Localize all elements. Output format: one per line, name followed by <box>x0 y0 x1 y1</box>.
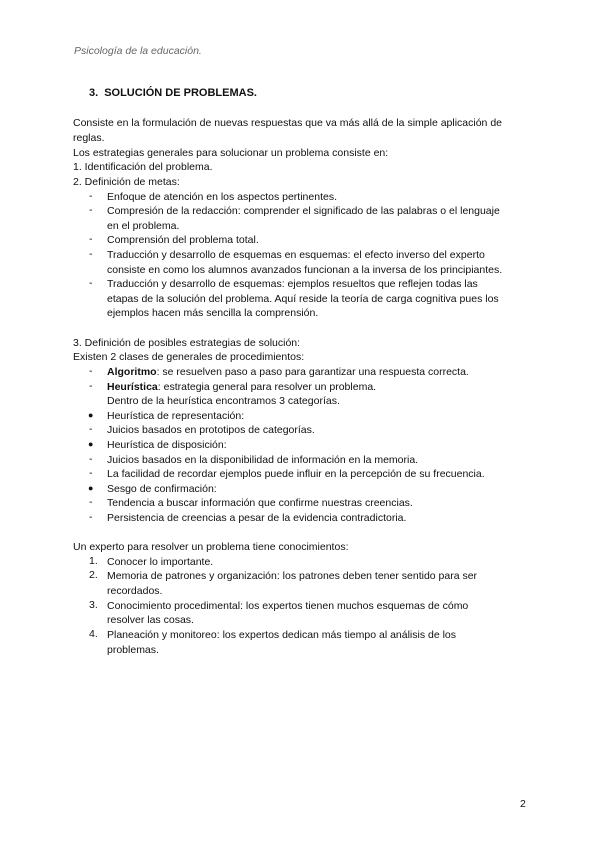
page-header: Psicología de la educación. <box>74 45 202 57</box>
intro-line-2: reglas. <box>73 132 105 144</box>
algorithm-term: Algoritmo <box>107 366 157 378</box>
goal-item-4-line-2: consiste en como los alumnos avanzados funcionan a la inversa de los principiantes. <box>107 264 503 276</box>
dash-marker: - <box>89 511 93 523</box>
expert-item-1: Conocer lo importante. <box>107 556 214 568</box>
dash-marker: - <box>89 204 93 216</box>
goal-item-4-line-1: Traducción y desarrollo de esquemas en esquemas: el efecto inverso del experto <box>107 249 485 261</box>
dash-marker: - <box>89 467 93 479</box>
goal-item-5-line-1: Traducción y desarrollo de esquemas: ejemplos resueltos que reflejen todas las <box>107 278 478 290</box>
expert-item-3-line-1: Conocimiento procedimental: los expertos tienen muchos esquemas de cómo <box>107 600 469 612</box>
dash-marker: - <box>89 496 93 508</box>
bullet-marker: ● <box>88 483 94 493</box>
dash-marker: - <box>89 423 93 435</box>
goal-item-1: Enfoque de atención en los aspectos pertinentes. <box>107 191 337 203</box>
expert-num-3: 3. <box>89 599 98 611</box>
dash-marker: - <box>89 277 93 289</box>
goal-item-2-line-2: en el problema. <box>107 220 180 232</box>
heuristic-text: : estrategia general para resolver un problema. <box>157 381 377 393</box>
dash-marker: - <box>89 248 93 260</box>
algorithm-item <box>107 365 469 380</box>
goal-item-2-line-1: Compresión de la redacción: comprender el significado de las palabras o el lenguaje <box>107 205 500 217</box>
step-3: 3. Definición de posibles estrategias de solución: <box>73 337 301 349</box>
goal-item-3: Comprensión del problema total. <box>107 234 259 246</box>
heuristic-sub: Dentro de la heurística encontramos 3 categorías. <box>107 395 340 407</box>
expert-intro: Un experto para resolver un problema tiene conocimientos: <box>73 541 349 553</box>
category-item-7: Tendencia a buscar información que confirme nuestras creencias. <box>107 497 413 509</box>
heuristic-term: Heurística <box>107 381 158 393</box>
goal-item-5-line-2: etapas de la solución del problema. Aquí reside la teoría de carga cognitiva pues los <box>107 293 499 305</box>
algorithm-text: : se resuelven paso a paso para garantizar una respuesta correcta. <box>156 366 469 378</box>
expert-num-4: 4. <box>89 628 98 640</box>
expert-item-2-line-2: recordados. <box>107 585 163 597</box>
category-item-8: Persistencia de creencias a pesar de la evidencia contradictoria. <box>107 512 407 524</box>
section-title <box>89 87 257 99</box>
category-item-3: Heurística de disposición: <box>107 439 227 451</box>
section-number: 3. <box>89 87 99 99</box>
page-number: 2 <box>520 798 526 810</box>
intro-line-3: Los estrategias generales para solucionar un problema consiste en: <box>73 147 389 159</box>
dash-marker: - <box>89 233 93 245</box>
dash-marker: - <box>89 190 93 202</box>
expert-num-1: 1. <box>89 555 98 567</box>
category-item-2: Juicios basados en prototipos de categorías. <box>107 424 315 436</box>
expert-item-3-line-2: resolver las cosas. <box>107 614 194 626</box>
dash-marker: - <box>89 453 93 465</box>
expert-num-2: 2. <box>89 569 98 581</box>
step-1: 1. Identificación del problema. <box>73 161 213 173</box>
expert-item-4-line-2: problemas. <box>107 644 159 656</box>
category-item-6: Sesgo de confirmación: <box>107 483 217 495</box>
expert-item-4-line-1: Planeación y monitoreo: los expertos dedican más tiempo al análisis de los <box>107 629 457 641</box>
intro-line-1: Consiste en la formulación de nuevas respuestas que va más allá de la simple aplicación de <box>73 117 502 129</box>
dash-marker: - <box>89 380 93 392</box>
bullet-marker: ● <box>88 439 94 449</box>
goal-item-5-line-3: ejemplos hacen más sencilla la comprensión. <box>107 307 319 319</box>
expert-item-2-line-1: Memoria de patrones y organización: los patrones deben tener sentido para ser <box>107 570 478 582</box>
category-item-5: La facilidad de recordar ejemplos puede influir en la percepción de su frecuencia. <box>107 468 485 480</box>
dash-marker: - <box>89 365 93 377</box>
section-title-text: SOLUCIÓN DE PROBLEMAS. <box>104 87 257 99</box>
step-2: 2. Definición de metas: <box>73 176 180 188</box>
category-item-4: Juicios basados en la disponibilidad de información en la memoria. <box>107 454 419 466</box>
category-item-1: Heurística de representación: <box>107 410 245 422</box>
bullet-marker: ● <box>88 410 94 420</box>
heuristic-item <box>107 380 376 395</box>
procedures-intro: Existen 2 clases de generales de procedimientos: <box>73 351 305 363</box>
